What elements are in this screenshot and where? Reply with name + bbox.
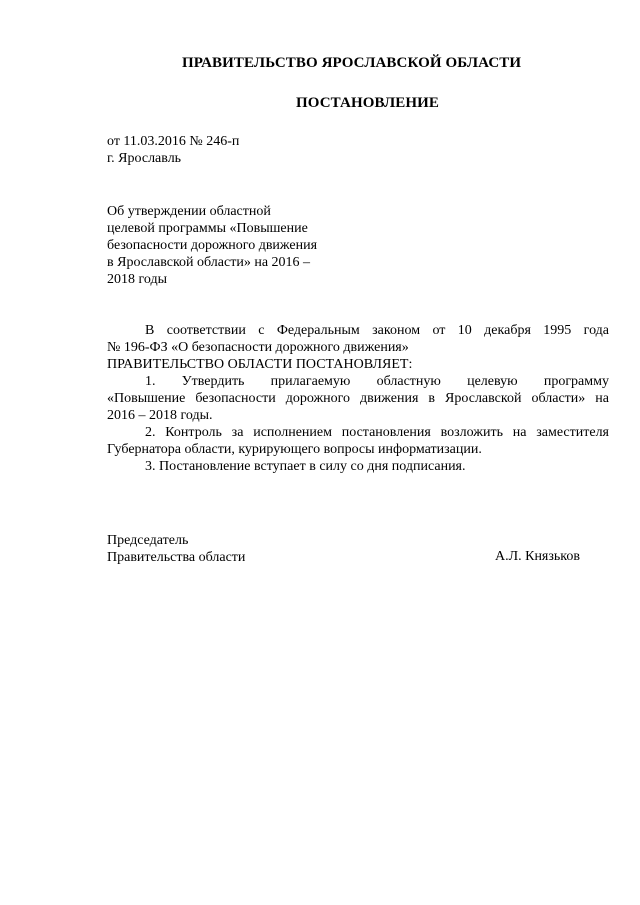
subject-line: в Ярославской области» на 2016 –: [107, 255, 311, 270]
resolves-statement: ПРАВИТЕЛЬСТВО ОБЛАСТИ ПОСТАНОВЛЯЕТ:: [107, 357, 413, 372]
resolution-body: [107, 322, 609, 475]
subject-line: Об утверждении областной: [107, 204, 271, 219]
intro-paragraph-line: В соответствии с Федеральным законом от 10 декабря 1995 года: [145, 323, 609, 338]
signatory-title: Председатель: [107, 533, 189, 548]
subject-line: безопасности дорожного движения: [107, 238, 318, 253]
item-1-line: 1. Утвердить прилагаемую областную целевую программу: [145, 374, 609, 389]
item-1-line: «Повышение безопасности дорожного движения в Ярославской области» на: [107, 391, 609, 406]
item-2-line: 2. Контроль за исполнением постановления возложить на заместителя: [145, 425, 609, 440]
document-type-title: ПОСТАНОВЛЕНИЕ: [296, 95, 440, 111]
date-number: от 11.03.2016 № 246-п: [107, 134, 240, 149]
item-3-line: 3. Постановление вступает в силу со дня подписания.: [145, 459, 466, 474]
signatory-title: Правительства области: [107, 550, 246, 565]
intro-paragraph-line: № 196-ФЗ «О безопасности дорожного движения»: [107, 340, 409, 355]
item-2-line: Губернатора области, курирующего вопросы информатизации.: [107, 442, 482, 457]
subject-line: 2018 годы: [107, 272, 168, 287]
city: г. Ярославль: [107, 151, 182, 166]
government-title: ПРАВИТЕЛЬСТВО ЯРОСЛАВСКОЙ ОБЛАСТИ: [182, 55, 522, 71]
subject-line: целевой программы «Повышение: [107, 221, 308, 236]
signatory-name: А.Л. Князьков: [495, 549, 580, 564]
item-1-line: 2016 – 2018 годы.: [107, 408, 213, 423]
